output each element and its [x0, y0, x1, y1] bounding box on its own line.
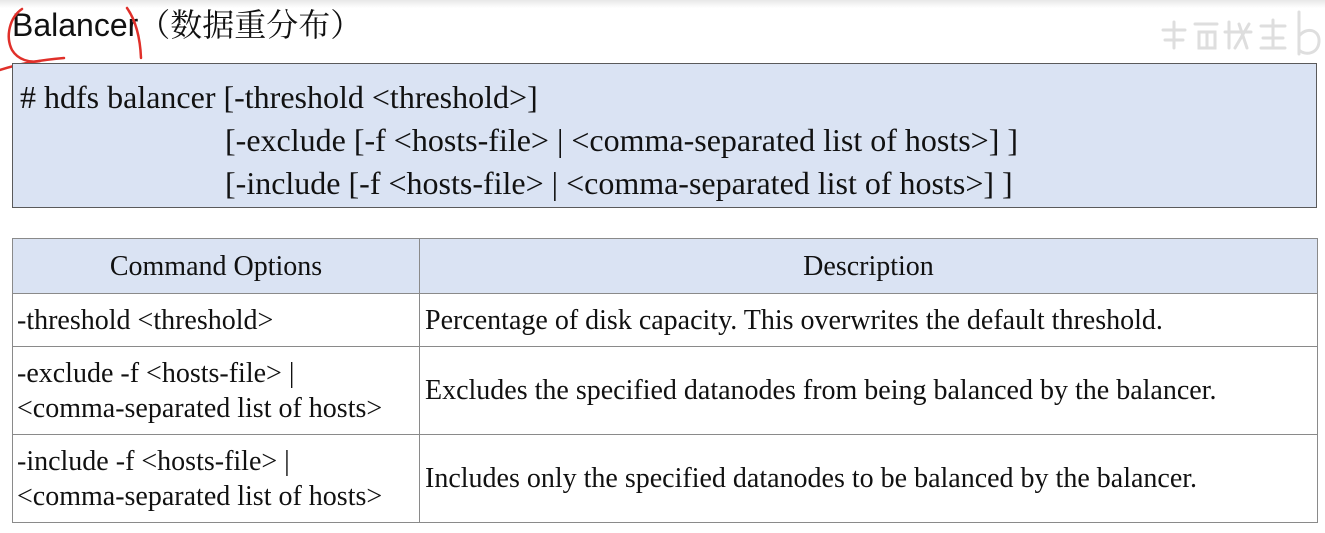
command-syntax-box [12, 63, 1317, 208]
command-line-2: [-exclude [-f <hosts-file> | <comma-separated list of hosts>] ] [225, 122, 1019, 158]
description-cell: Excludes the specified datanodes from being balanced by the balancer. [420, 347, 1318, 435]
description-cell: Percentage of disk capacity. This overwrites the default threshold. [420, 294, 1318, 347]
table-row [13, 347, 1318, 435]
command-line-1: # hdfs balancer [-threshold <threshold>] [20, 79, 538, 115]
option-cell [13, 435, 420, 523]
command-line-3: [-include [-f <hosts-file> | <comma-separated list of hosts>] ] [225, 165, 1013, 201]
header-description: Description [420, 239, 1318, 294]
slide-title: Balancer（数据重分布） [12, 7, 363, 43]
table-header-row [13, 239, 1318, 294]
options-table [12, 238, 1318, 523]
option-text: -exclude -f <hosts-file> | [17, 357, 295, 389]
option-text: <comma-separated list of hosts> [17, 392, 383, 424]
option-text: -include -f <hosts-file> | [17, 445, 290, 477]
table-row [13, 435, 1318, 523]
option-text: <comma-separated list of hosts> [17, 480, 383, 512]
description-cell: Includes only the specified datanodes to be balanced by the balancer. [420, 435, 1318, 523]
watermark-logo-icon [1155, 8, 1323, 60]
header-command-options: Command Options [13, 239, 420, 294]
option-text: -threshold <threshold> [17, 304, 274, 336]
option-cell [13, 294, 420, 347]
table-row [13, 294, 1318, 347]
option-cell [13, 347, 420, 435]
